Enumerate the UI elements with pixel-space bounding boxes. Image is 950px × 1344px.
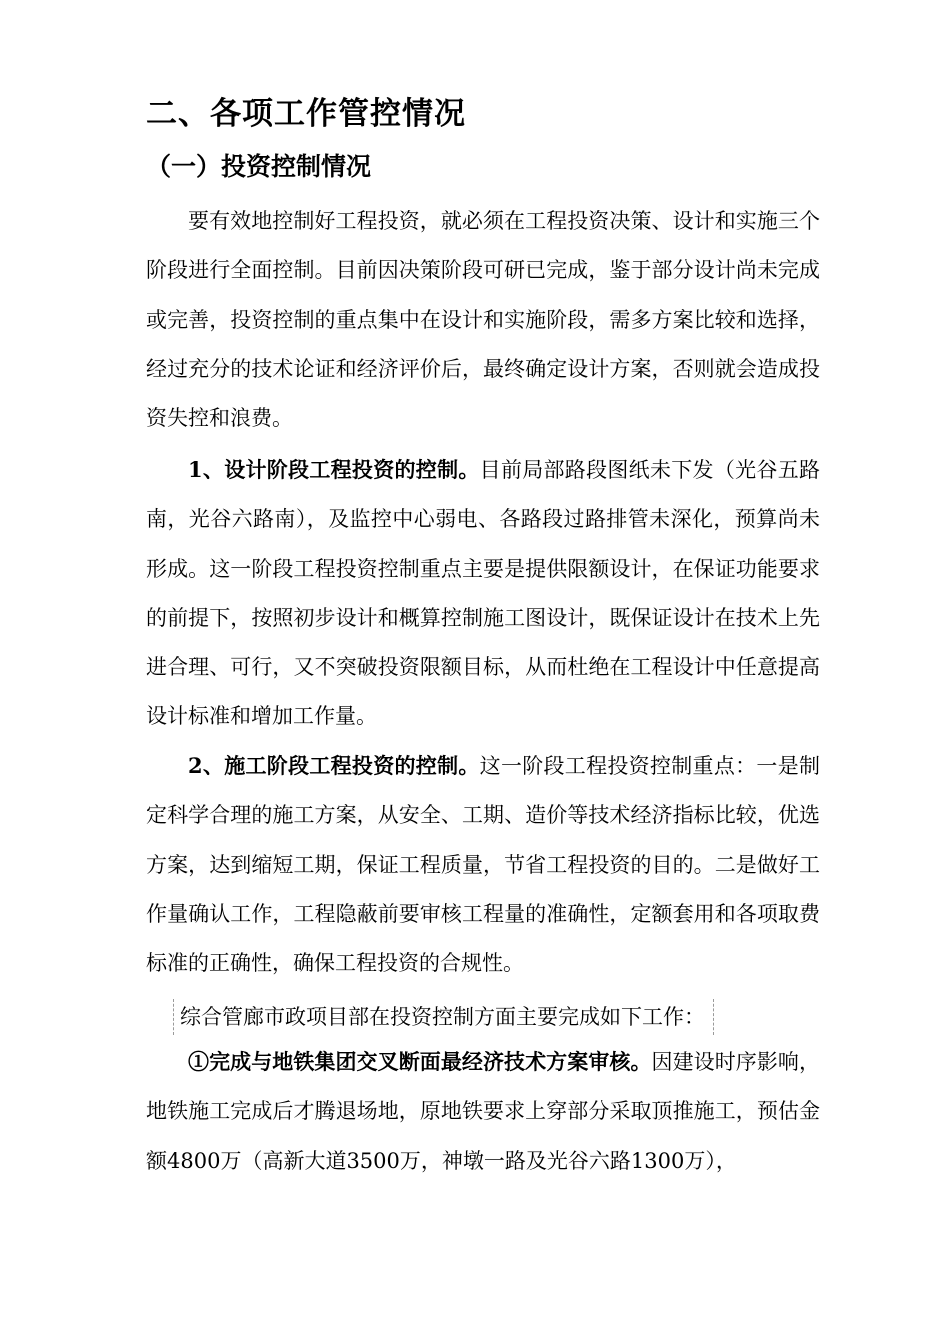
- construction-stage-title: 2、施工阶段工程投资的控制。: [188, 753, 480, 778]
- subsection-heading: （一）投资控制情况: [146, 152, 372, 181]
- design-stage-body: 目前局部路段图纸未下发（光谷五路南，光谷六路南），及监控中心弱电、各路段过路排管未深化，预算尚未形成。这一阶段工程投资控制重点主要是提供限额设计，在保证功能要求的前提下，按照初步设计和概算控制施工图设计，既保证设计在技术上先进合理、可行，又不突破投资限额目标，从而杜绝在工程设计中任意提高设计标准和增加工作量。: [146, 458, 820, 729]
- design-stage-paragraph: [146, 445, 820, 742]
- item1-body: 因建设时序影响，地铁施工完成后才腾退场地，原地铁要求上穿部分采取顶推施工，预估金额4800万（高新大道3500万，神墩一路及光谷六路1300万），: [146, 1050, 820, 1173]
- design-stage-title: 1、设计阶段工程投资的控制。: [188, 457, 480, 482]
- section-heading: 二、各项工作管控情况: [146, 96, 466, 132]
- item1-paragraph: [146, 1037, 820, 1186]
- summary-line: 综合管廊市政项目部在投资控制方面主要完成如下工作：: [173, 999, 714, 1035]
- intro-text: 要有效地控制好工程投资，就必须在工程投资决策、设计和实施三个阶段进行全面控制。目前因决策阶段可研已完成，鉴于部分设计尚未完成或完善，投资控制的重点集中在设计和实施阶段，需多方案比较和选择，经过充分的技术论证和经济评价后，最终确定设计方案，否则就会造成投资失控和浪费。: [146, 209, 820, 431]
- construction-stage-body: 这一阶段工程投资控制重点：一是制定科学合理的施工方案，从安全、工期、造价等技术经济指标比较，优选方案，达到缩短工期，保证工程质量，节省工程投资的目的。二是做好工作量确认工作，工程隐蔽前要审核工程量的准确性，定额套用和各项取费标准的正确性，确保工程投资的合规性。: [146, 754, 820, 976]
- item1-title: ①完成与地铁集团交叉断面最经济技术方案审核。: [188, 1049, 652, 1074]
- intro-paragraph: [146, 197, 820, 443]
- construction-stage-paragraph: [146, 741, 820, 988]
